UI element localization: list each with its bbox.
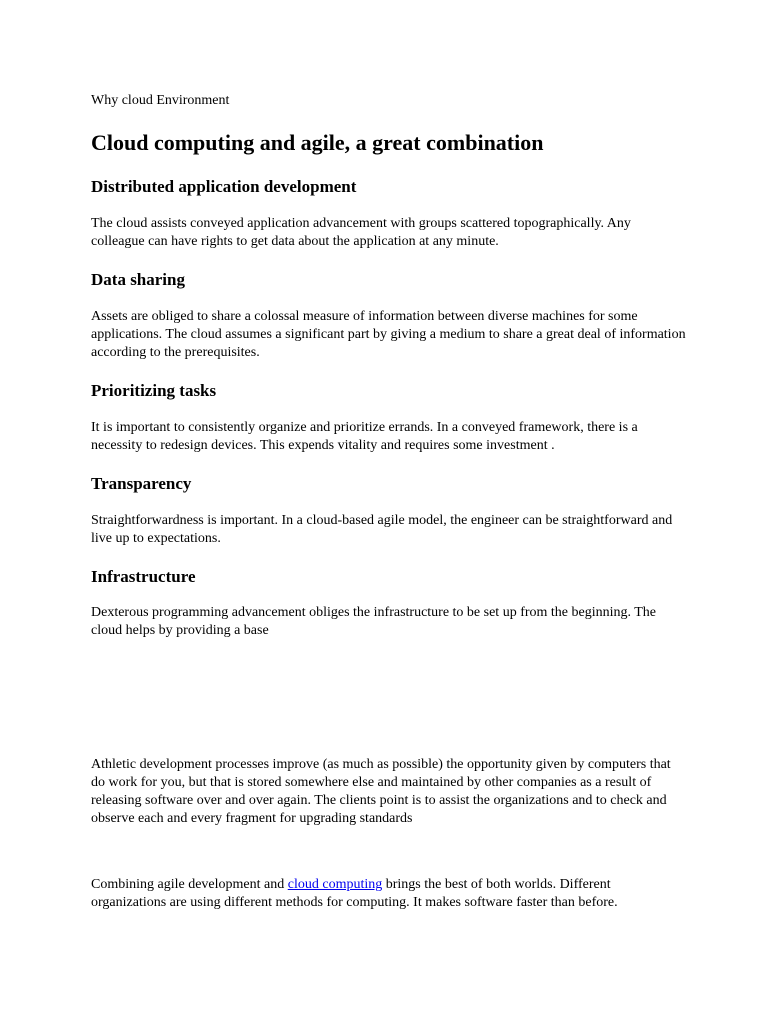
closing-text-before-link: Combining agile development and: [91, 877, 288, 892]
section-body-data-sharing: Assets are obliged to share a colossal measure of information between diverse machines for some applications. The cloud assumes a significant part by giving a medium to share a great deal of information according to the prerequisites.: [91, 309, 686, 360]
section-body-infrastructure: Dexterous programming advancement obliges the infrastructure to be set up from the beginning. The cloud helps by providing a base: [91, 605, 657, 638]
document-eyebrow: Why cloud Environment: [91, 93, 230, 108]
section-body-prioritizing-tasks: It is important to consistently organize and prioritize errands. In a conveyed framework, there is a necessity to redesign devices. This expends vitality and requires some investment .: [91, 420, 638, 453]
section-heading-transparency: Transparency: [91, 474, 192, 493]
section-body-transparency: Straightforwardness is important. In a cloud-based agile model, the engineer can be straightforward and live up to expectations.: [91, 513, 673, 546]
cloud-computing-link[interactable]: cloud computing: [287, 877, 383, 892]
section-heading-prioritizing-tasks: Prioritizing tasks: [91, 381, 217, 400]
section-body-distributed-development: The cloud assists conveyed application advancement with groups scattered topographically. Any colleague can have rights to get data about the application at any minute.: [91, 216, 631, 249]
paragraph-athletic-development: Athletic development processes improve (as much as possible) the opportunity given by computers that do work for you, but that is stored somewhere else and maintained by other companies as a result of releasing software over and over again. The clients point is to assist the organizations and to check and observe each and every fragment for upgrading standards: [91, 757, 671, 826]
closing-text-after-link: brings the best of both worlds. Different organizations are using different methods for computing. It makes software faster than before.: [91, 877, 618, 910]
section-heading-data-sharing: Data sharing: [91, 270, 185, 289]
section-heading-distributed-development: Distributed application development: [91, 177, 357, 196]
paragraph-closing: [91, 876, 686, 912]
section-heading-infrastructure: Infrastructure: [91, 567, 196, 586]
document-title: Cloud computing and agile, a great combination: [91, 130, 544, 155]
